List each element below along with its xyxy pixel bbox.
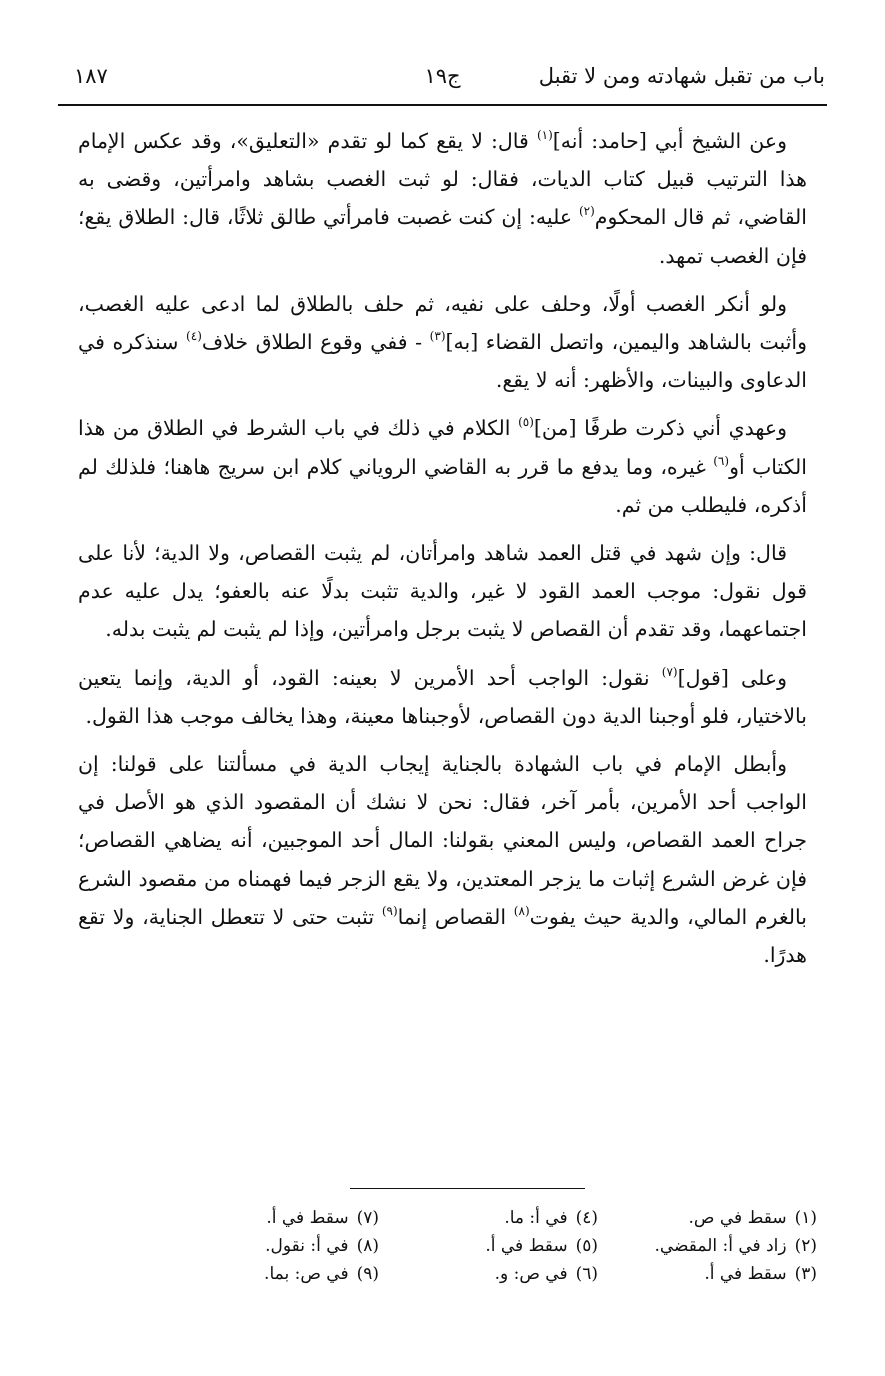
paragraph-4	[78, 534, 807, 649]
footnote-ref[interactable]: (٦)	[713, 453, 730, 468]
footnote-ref[interactable]: (٨)	[513, 903, 530, 918]
text-run: الكلام في ذلك في باب الشرط في الطلاق من هذا الكتاب أو	[78, 416, 807, 479]
footnote-ref[interactable]: (٩)	[381, 903, 398, 918]
text-run: سنذكره في الدعاوى والبينات، والأظهر: أنه لا يقع.	[78, 330, 807, 393]
text-run: وعهدي أني ذكرت طرفًا [من]	[533, 416, 787, 441]
footnote-item: (٥)سقط في أ.	[485, 1236, 598, 1256]
text-run: قال: لا يقع كما لو تقدم «التعليق»، وقد عكس الإمام هذا الترتيب قبيل كتاب الديات، فقال: لو ثبت الغصب بشاهد وامرأتين، وقضى به القاضي، ثم قال المحكوم	[78, 129, 808, 230]
chapter-title: باب من تقبل شهادته ومن لا تقبل	[538, 64, 825, 88]
volume-label: ج١٩	[424, 64, 461, 88]
footnote-ref[interactable]: (٧)	[661, 664, 678, 679]
footnote-rule	[350, 1188, 585, 1189]
text-run: تثبت حتى لا تتعطل الجناية، ولا تقع هدرًا.	[78, 904, 807, 968]
text-run: غيره، وما يدفع ما قرر به القاضي الروياني كلام ابن سريج هاهنا؛ فلذلك لم أذكره، فليطلب من ثم.	[78, 454, 807, 517]
text-run: قال: وإن شهد في قتل العمد شاهد وامرأتان، لم يثبت القصاص، ولا الدية؛ لأنا على قول نقول: موجب العمد القود لا غير، والدية تثبت بدلًا عنه بالعفو؛ يدل عليه عدم اجتماعهما، وقد تقدم أن القصاص لا يثبت برجل وامرأتين، وإذا لم يثبت لم يثبت بدله.	[78, 541, 807, 642]
text-run: القصاص إنما	[397, 904, 514, 929]
footnote-item: (٣)سقط في أ.	[704, 1264, 817, 1284]
header-rule	[58, 104, 827, 106]
text-run: نقول: الواجب أحد الأمرين لا بعينه: القود، أو الدية، وإنما يتعين بالاختيار، فلو أوجبنا الدية دون القصاص، لأوجبناها معينة، وهذا يخالف موجب هذا القول.	[78, 665, 807, 728]
footnote-item: (٢)زاد في أ: المقضي.	[654, 1236, 817, 1256]
text-run: - ففي وقوع الطلاق خلاف	[201, 330, 430, 355]
footnote-column-2	[399, 1204, 598, 1288]
footnote-ref[interactable]: (٤)	[186, 329, 202, 344]
footnote-item: (٦)في ص: و.	[494, 1264, 598, 1284]
text-run: وعلى [قول]	[677, 665, 787, 690]
paragraph-6	[78, 745, 807, 974]
text-run: وأبطل الإمام في باب الشهادة بالجناية إيجاب الدية في مسألتنا على قولنا: إن الواجب أحد الأمرين، بأمر آخر، فقال: نحن لا نشك أن المقصود الذي هو الأصل في جراح العمد القصاص، وليس المعني بقولنا: المال أحد الموجبين، أنه يضاهي القصاص؛ فإن غرض الشرع إثبات ما يزجر المعتدين، ولا يقع الزجر فيما فهمناه من مقصود الشرع بالغرم المالي، والدية حيث يفوت	[78, 752, 808, 929]
footnote-item: (٩)في ص: بما.	[264, 1264, 379, 1284]
paragraph-2	[78, 285, 807, 400]
page-header	[60, 58, 825, 98]
page-number: ١٨٧	[74, 64, 108, 88]
footnote-item: (١)سقط في ص.	[688, 1208, 817, 1228]
footnote-ref[interactable]: (١)	[536, 128, 553, 142]
main-text	[78, 122, 807, 984]
footnote-item: (٨)في أ: نقول.	[265, 1236, 379, 1256]
paragraph-1	[78, 122, 807, 275]
text-run: عليه: إن كنت غصبت فامرأتي طالق ثلاثًا، قال: الطلاق يقع؛ فإن الغصب تمهد.	[78, 205, 807, 268]
footnote-item: (٤)في أ: ما.	[504, 1208, 598, 1228]
footnotes	[180, 1204, 817, 1288]
text-run: ولو أنكر الغصب أولًا، وحلف على نفيه، ثم حلف بالطلاق لما ادعى عليه الغصب، وأثبت بالشاهد واليمين، واتصل القضاء [به]	[78, 291, 808, 355]
footnote-ref[interactable]: (٣)	[429, 329, 446, 344]
paragraph-3	[78, 409, 807, 524]
text-run: وعن الشيخ أبي [حامد: أنه]	[552, 129, 787, 153]
footnote-ref[interactable]: (٢)	[578, 204, 595, 219]
footnote-column-3	[180, 1204, 379, 1288]
footnote-ref[interactable]: (٥)	[518, 415, 534, 430]
footnote-item: (٧)سقط في أ.	[266, 1208, 379, 1228]
footnote-column-1	[618, 1204, 817, 1288]
paragraph-5	[78, 659, 807, 735]
